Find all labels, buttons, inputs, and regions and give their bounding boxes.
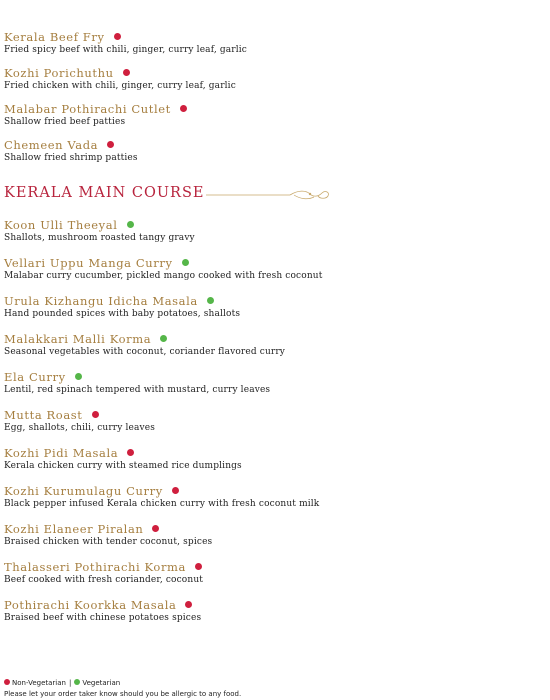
veg-dot-icon (127, 221, 134, 228)
menu-item-name: Chemeen Vada (4, 138, 99, 152)
veg-dot-icon (182, 259, 189, 266)
non-veg-dot-icon (4, 679, 10, 685)
menu-item-name: Kozhi Kurumulagu Curry (4, 484, 163, 498)
menu-item (4, 98, 544, 128)
menu-item-name: Mutta Roast (4, 408, 83, 422)
menu-item (4, 214, 544, 244)
menu-item (4, 480, 544, 510)
menu-item (4, 366, 544, 396)
menu-item (4, 442, 544, 472)
menu-item-description: Black pepper infused Kerala chicken curry with fresh coconut milk (4, 499, 320, 509)
menu-item-name: Koon Ulli Theeyal (4, 218, 118, 232)
menu-item-description: Hand pounded spices with baby potatoes, shallots (4, 309, 241, 319)
menu-item-description: Shallots, mushroom roasted tangy gravy (4, 233, 195, 243)
section-title: KERALA MAIN COURSE (4, 185, 205, 201)
non-veg-dot-icon (107, 141, 114, 148)
non-veg-dot-icon (195, 563, 202, 570)
menu-item (4, 404, 544, 434)
menu-item (4, 328, 544, 358)
menu-item-name: Vellari Uppu Manga Curry (4, 256, 173, 270)
menu-item-description: Malabar curry cucumber, pickled mango cooked with fresh coconut (4, 271, 323, 281)
menu-item-description: Lentil, red spinach tempered with mustard, curry leaves (4, 385, 271, 395)
menu-item (4, 134, 544, 164)
non-veg-dot-icon (152, 525, 159, 532)
menu-item-description: Seasonal vegetables with coconut, coriander flavored curry (4, 347, 286, 357)
non-veg-dot-icon (92, 411, 99, 418)
veg-dot-icon (75, 373, 82, 380)
menu-item-name: Kozhi Pidi Masala (4, 446, 119, 460)
legend-separator: | (68, 679, 72, 687)
menu-item-name: Malakkari Malli Korma (4, 332, 152, 346)
non-veg-dot-icon (185, 601, 192, 608)
menu-item (4, 556, 544, 586)
allergy-note: Please let your order taker know should you be allergic to any food. (4, 690, 242, 698)
menu-item-description: Braised beef with chinese potatoes spices (4, 613, 202, 623)
menu-item-description: Egg, shallots, chili, curry leaves (4, 423, 156, 433)
menu-item-description: Shallow fried shrimp patties (4, 153, 138, 163)
menu-item (4, 594, 544, 624)
non-veg-dot-icon (180, 105, 187, 112)
diet-legend (4, 679, 120, 688)
menu-item-name: Malabar Pothirachi Cutlet (4, 102, 171, 116)
menu-item-name: Kozhi Elaneer Piralan (4, 522, 144, 536)
veg-dot-icon (160, 335, 167, 342)
menu-item-name: Pothirachi Koorkka Masala (4, 598, 177, 612)
veg-dot-icon (207, 297, 214, 304)
menu-item (4, 290, 544, 320)
flourish-ornament-icon (206, 188, 332, 202)
non-veg-dot-icon (123, 69, 130, 76)
menu-item-name: Kerala Beef Fry (4, 30, 105, 44)
menu-item-name: Thalasseri Pothirachi Korma (4, 560, 187, 574)
menu-item (4, 252, 544, 282)
menu-item-description: Kerala chicken curry with steamed rice dumplings (4, 461, 242, 471)
menu-item (4, 26, 544, 56)
menu-item-description: Shallow fried beef patties (4, 117, 126, 127)
non-veg-dot-icon (172, 487, 179, 494)
menu-item-name: Urula Kizhangu Idicha Masala (4, 294, 198, 308)
legend-veg-label: Vegetarian (82, 679, 121, 687)
menu-item-description: Beef cooked with fresh coriander, coconut (4, 575, 204, 585)
menu-item-description: Fried chicken with chili, ginger, curry leaf, garlic (4, 81, 236, 91)
veg-dot-icon (74, 679, 80, 685)
legend-non-veg-label: Non-Vegetarian (12, 679, 66, 687)
non-veg-dot-icon (114, 33, 121, 40)
menu-item-description: Fried spicy beef with chili, ginger, curry leaf, garlic (4, 45, 247, 55)
menu-item-name: Ela Curry (4, 370, 66, 384)
non-veg-dot-icon (127, 449, 134, 456)
menu-item-name: Kozhi Porichuthu (4, 66, 114, 80)
menu-item (4, 518, 544, 548)
menu-item-description: Braised chicken with tender coconut, spices (4, 537, 213, 547)
menu-item (4, 62, 544, 92)
